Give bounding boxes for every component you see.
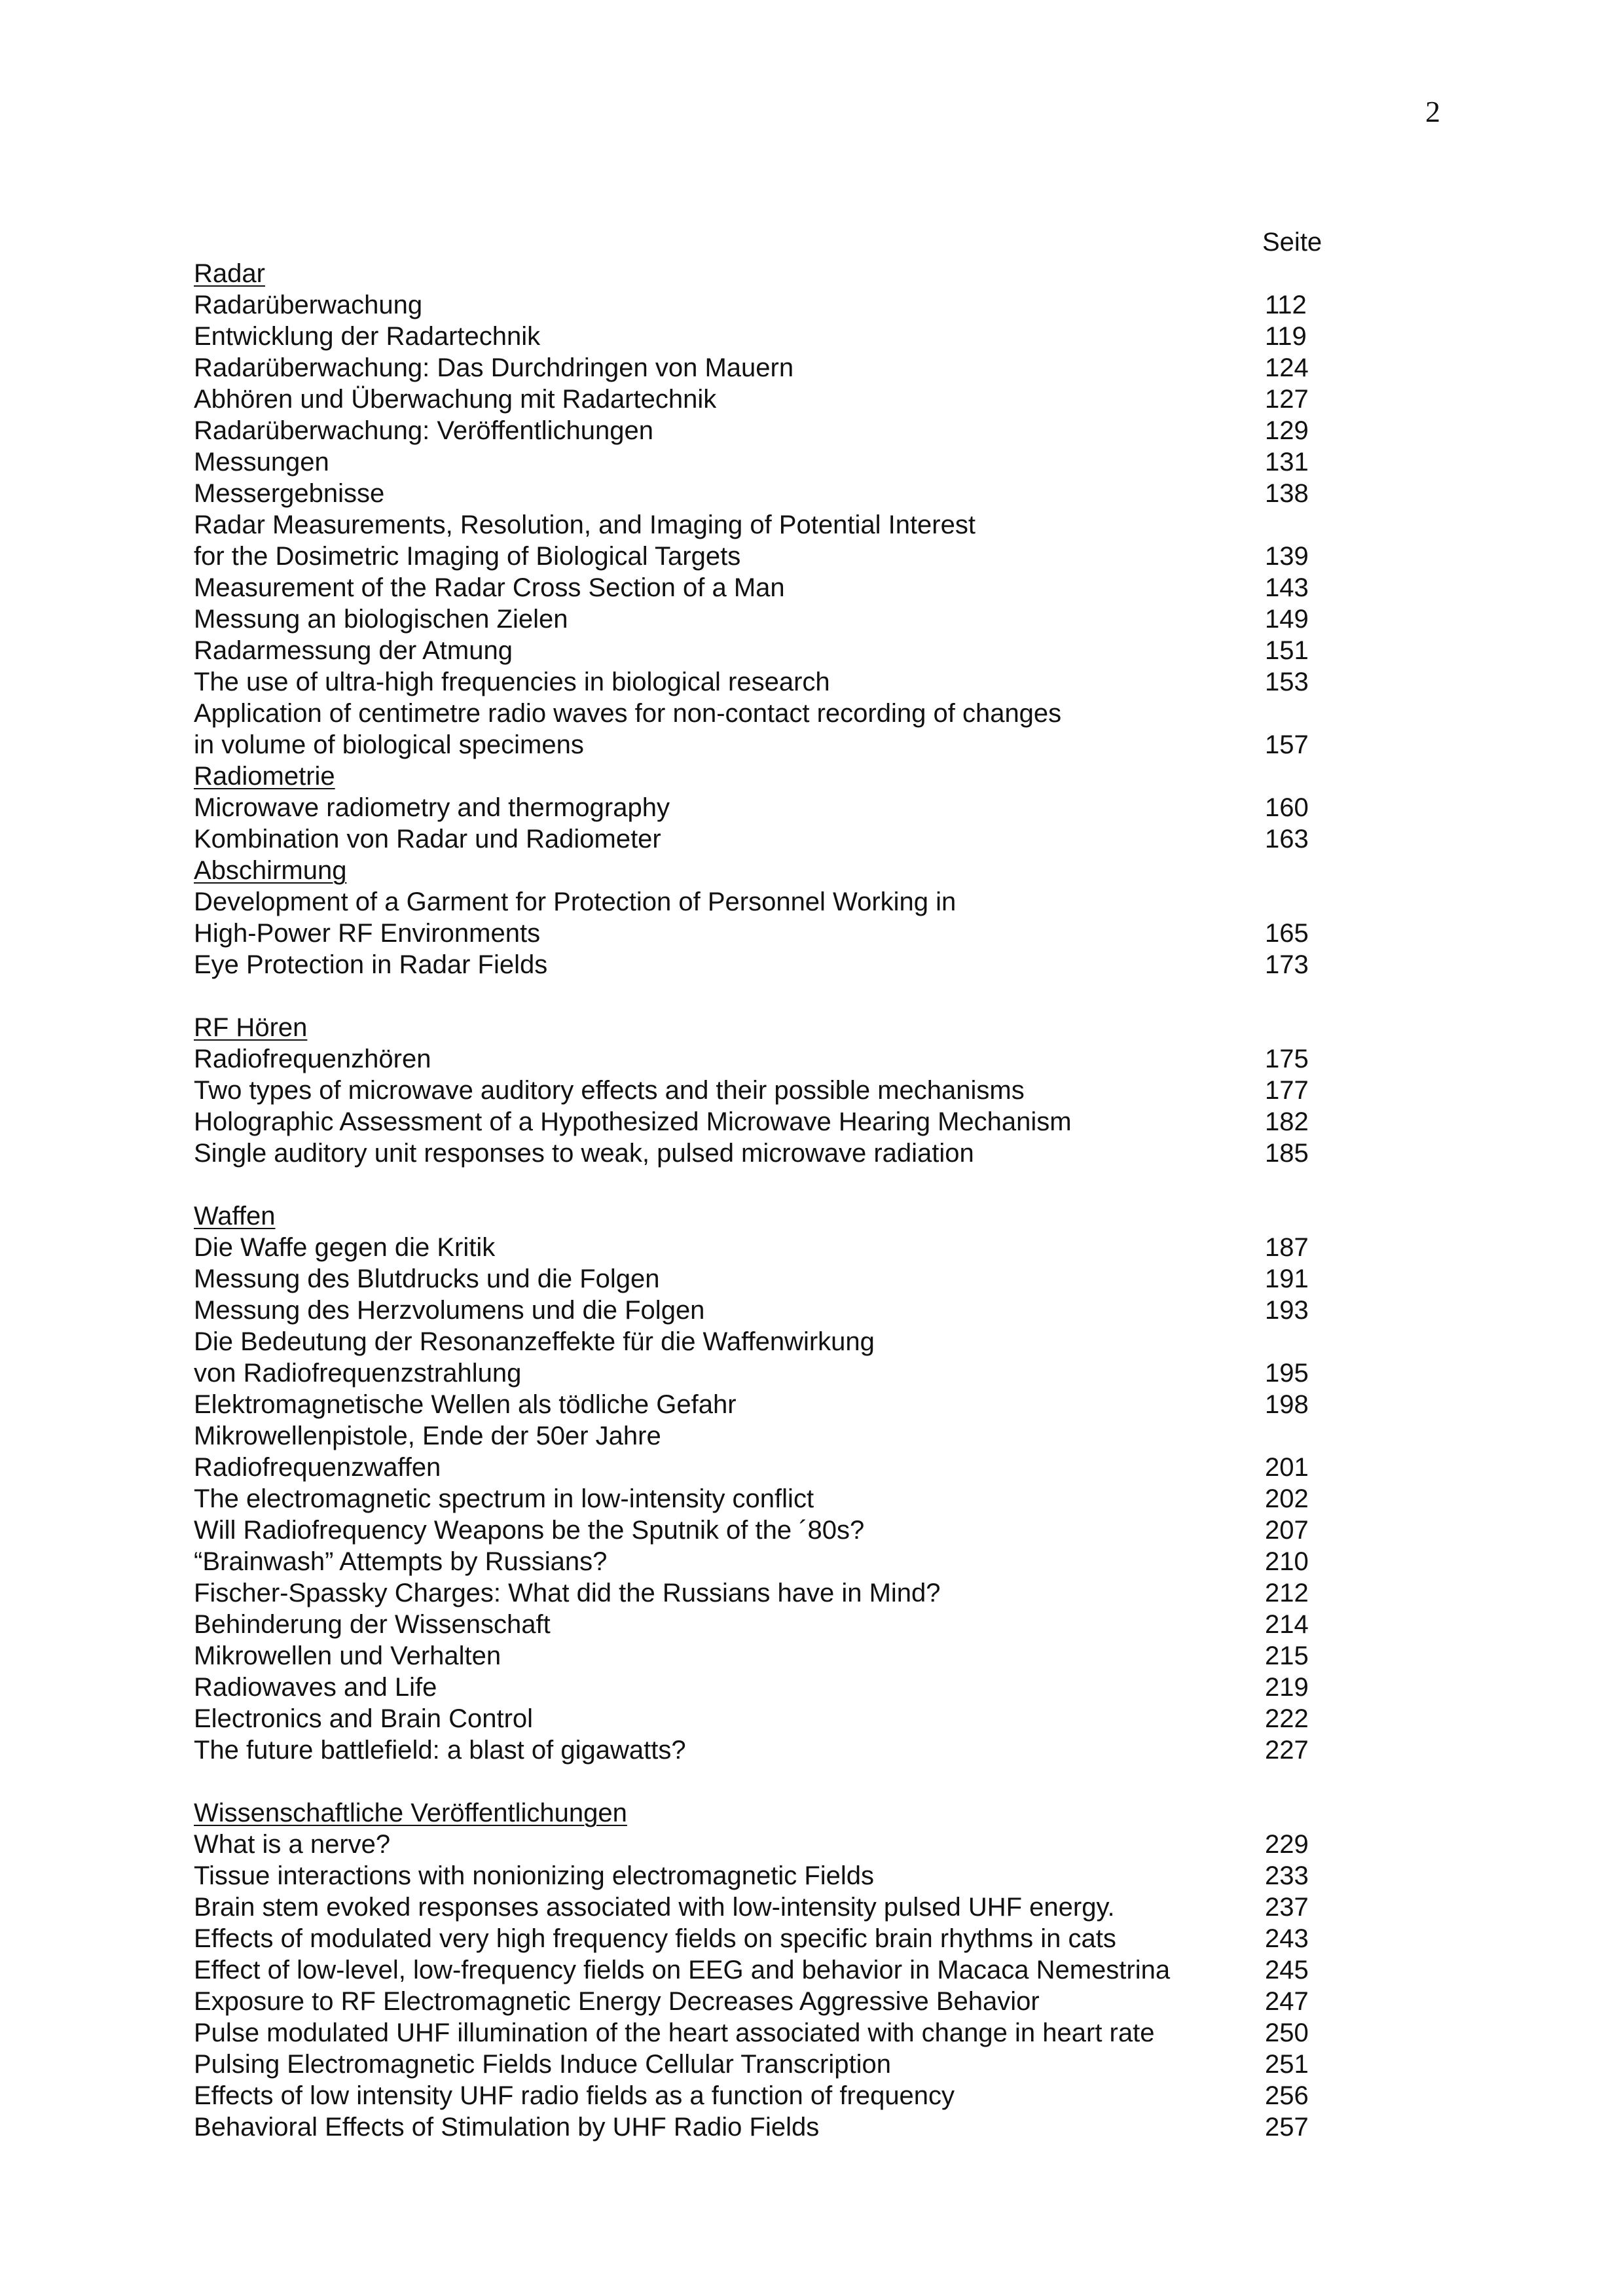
toc-entry [194,1986,1320,2017]
toc-entry [194,729,1320,761]
toc-entry [194,352,1320,384]
section-spacer [194,1169,1320,1200]
entry-page-number: 227 [1265,1736,1309,1765]
entry-page-number: 191 [1265,1265,1309,1293]
entry-title: The future battlefield: a blast of gigawatts? [194,1736,686,1765]
seite-column-header: Seite [1262,228,1322,257]
entry-title: Application of centimetre radio waves for non-contact recording of changes [194,699,1062,728]
entry-title: Radar Measurements, Resolution, and Imaging of Potential Interest [194,511,976,539]
toc-entry [194,1326,1320,1357]
entry-title: Die Bedeutung der Resonanzeffekte für die Waffenwirkung [194,1327,875,1356]
entry-title: Effects of modulated very high frequency fields on specific brain rhythms in cats [194,1924,1116,1953]
toc-entry [194,1577,1320,1609]
entry-page-number: 215 [1265,1641,1309,1670]
toc-section-heading [194,855,1320,886]
entry-title: Radarüberwachung: Das Durchdringen von Mauern [194,353,794,382]
entry-page-number: 175 [1265,1045,1309,1073]
entry-page-number: 222 [1265,1704,1309,1733]
toc-entry [194,321,1320,352]
toc-entry [194,415,1320,446]
entry-page-number: 138 [1265,479,1309,508]
entry-page-number: 129 [1265,416,1309,445]
toc-entry [194,1389,1320,1420]
toc-entry [194,918,1320,949]
toc-entry [194,1892,1320,1923]
toc-entry [194,1515,1320,1546]
entry-page-number: 250 [1265,2018,1309,2047]
entry-page-number: 207 [1265,1516,1309,1545]
entry-page-number: 185 [1265,1139,1309,1168]
toc-entry [194,1954,1320,1986]
entry-title: Effects of low intensity UHF radio fields as a function of frequency [194,2081,955,2110]
toc-entry [194,1295,1320,1326]
entry-title: Pulsing Electromagnetic Fields Induce Cellular Transcription [194,2050,891,2079]
entry-page-number: 112 [1265,291,1307,319]
section-title: Radar [194,259,265,288]
entry-title: Measurement of the Radar Cross Section of a Man [194,573,785,602]
entry-page-number: 219 [1265,1673,1309,1702]
entry-page-number: 127 [1265,385,1309,414]
toc-entry [194,1452,1320,1483]
toc-entry [194,823,1320,855]
entry-page-number: 214 [1265,1610,1309,1639]
toc-entry [194,2017,1320,2049]
entry-page-number: 193 [1265,1296,1309,1325]
toc-section-heading [194,258,1320,289]
entry-title: Mikrowellenpistole, Ende der 50er Jahre [194,1422,661,1450]
entry-title: Mikrowellen und Verhalten [194,1641,501,1670]
toc-entry [194,698,1320,729]
toc-section-heading [194,1797,1320,1829]
toc-entry [194,478,1320,509]
entry-page-number: 201 [1265,1453,1309,1482]
entry-page-number: 257 [1265,2113,1309,2142]
page-number: 2 [1425,95,1440,128]
toc-entry [194,1860,1320,1892]
entry-page-number: 251 [1265,2050,1309,2079]
entry-page-number: 198 [1265,1390,1309,1419]
entry-page-number: 151 [1265,636,1309,665]
entry-title: Eye Protection in Radar Fields [194,950,548,979]
toc-entry [194,1734,1320,1766]
section-title: Waffen [194,1202,276,1230]
toc-entry [194,792,1320,823]
toc-entry [194,509,1320,541]
entry-title: Tissue interactions with nonionizing electromagnetic Fields [194,1861,875,1890]
entry-title: Radiowaves and Life [194,1673,437,1702]
entry-title: Behinderung der Wissenschaft [194,1610,551,1639]
entry-title: Behavioral Effects of Stimulation by UHF Radio Fields [194,2113,820,2142]
entry-page-number: 210 [1265,1547,1309,1576]
entry-title: Radarmessung der Atmung [194,636,513,665]
toc-entry [194,541,1320,572]
entry-title: von Radiofrequenzstrahlung [194,1359,522,1388]
toc-entry [194,384,1320,415]
entry-title: Microwave radiometry and thermography [194,793,670,822]
entry-page-number: 143 [1265,573,1309,602]
entry-page-number: 195 [1265,1359,1309,1388]
toc-section-heading [194,1200,1320,1232]
toc-entry [194,2111,1320,2143]
section-spacer [194,980,1320,1012]
entry-title: Radarüberwachung: Veröffentlichungen [194,416,653,445]
section-spacer [194,1766,1320,1797]
toc-entry [194,1420,1320,1452]
entry-page-number: 160 [1265,793,1309,822]
entry-page-number: 165 [1265,919,1309,948]
entry-page-number: 163 [1265,825,1309,853]
toc-entry [194,603,1320,635]
entry-title: Effect of low-level, low-frequency fields on EEG and behavior in Macaca Nemestrina [194,1956,1171,1984]
entry-title: Single auditory unit responses to weak, pulsed microwave radiation [194,1139,974,1168]
entry-page-number: 182 [1265,1107,1309,1136]
entry-title: High-Power RF Environments [194,919,541,948]
toc-entry [194,2049,1320,2080]
entry-title: Development of a Garment for Protection of Personnel Working in [194,888,957,916]
toc-entry [194,1138,1320,1169]
entry-page-number: 149 [1265,605,1309,634]
toc-entry [194,1483,1320,1515]
section-title: Abschirmung [194,856,347,885]
entry-page-number: 229 [1265,1830,1309,1859]
toc-entry [194,1829,1320,1860]
entry-title: Entwicklung der Radartechnik [194,322,541,351]
entry-title: Abhören und Überwachung mit Radartechnik [194,385,717,414]
entry-page-number: 177 [1265,1076,1309,1105]
toc-entry [194,572,1320,603]
toc-section-heading [194,761,1320,792]
entry-title: in volume of biological specimens [194,730,584,759]
toc-entry [194,2080,1320,2111]
entry-title: Electronics and Brain Control [194,1704,534,1733]
entry-title: Die Waffe gegen die Kritik [194,1233,496,1262]
toc-entry [194,666,1320,698]
entry-title: Two types of microwave auditory effects and their possible mechanisms [194,1076,1025,1105]
entry-title: for the Dosimetric Imaging of Biological Targets [194,542,741,571]
entry-page-number: 245 [1265,1956,1309,1984]
entry-title: Exposure to RF Electromagnetic Energy Decreases Aggressive Behavior [194,1987,1040,2016]
entry-title: The use of ultra-high frequencies in biological research [194,668,830,696]
entry-title: Elektromagnetische Wellen als tödliche Gefahr [194,1390,737,1419]
toc-entry [194,1703,1320,1734]
entry-page-number: 256 [1265,2081,1309,2110]
entry-page-number: 212 [1265,1579,1309,1607]
toc-entry [194,635,1320,666]
entry-page-number: 233 [1265,1861,1309,1890]
table-of-contents [194,258,1320,2143]
entry-title: Radiofrequenzhören [194,1045,431,1073]
entry-page-number: 119 [1265,322,1307,351]
entry-title: Messung des Blutdrucks und die Folgen [194,1265,660,1293]
entry-title: Messungen [194,448,329,476]
entry-title: The electromagnetic spectrum in low-intensity conflict [194,1484,814,1513]
entry-page-number: 202 [1265,1484,1309,1513]
toc-entry [194,446,1320,478]
toc-entry [194,289,1320,321]
entry-title: What is a nerve? [194,1830,391,1859]
entry-title: Radiofrequenzwaffen [194,1453,441,1482]
entry-page-number: 153 [1265,668,1309,696]
entry-title: Kombination von Radar und Radiometer [194,825,661,853]
entry-page-number: 139 [1265,542,1309,571]
toc-entry [194,1357,1320,1389]
section-title: RF Hören [194,1013,308,1042]
toc-entry [194,1923,1320,1954]
toc-entry [194,1546,1320,1577]
toc-section-heading [194,1012,1320,1043]
entry-title: Will Radiofrequency Weapons be the Sputnik of the ´80s? [194,1516,865,1545]
entry-title: Pulse modulated UHF illumination of the heart associated with change in heart rate [194,2018,1155,2047]
toc-entry [194,1043,1320,1075]
entry-page-number: 247 [1265,1987,1309,2016]
toc-entry [194,949,1320,980]
entry-title: Messung des Herzvolumens und die Folgen [194,1296,705,1325]
toc-entry [194,1075,1320,1106]
entry-page-number: 131 [1265,448,1309,476]
entry-title: “Brainwash” Attempts by Russians? [194,1547,608,1576]
entry-title: Radarüberwachung [194,291,423,319]
toc-entry [194,1106,1320,1138]
entry-page-number: 237 [1265,1893,1309,1922]
toc-entry [194,1232,1320,1263]
toc-entry [194,1672,1320,1703]
entry-page-number: 157 [1265,730,1309,759]
section-title: Wissenschaftliche Veröffentlichungen [194,1799,627,1827]
entry-page-number: 124 [1265,353,1309,382]
entry-title: Fischer-Spassky Charges: What did the Russians have in Mind? [194,1579,941,1607]
entry-page-number: 243 [1265,1924,1309,1953]
entry-title: Messung an biologischen Zielen [194,605,568,634]
section-title: Radiometrie [194,762,335,791]
entry-title: Holographic Assessment of a Hypothesized Microwave Hearing Mechanism [194,1107,1072,1136]
toc-entry [194,886,1320,918]
toc-entry [194,1263,1320,1295]
entry-page-number: 173 [1265,950,1309,979]
entry-page-number: 187 [1265,1233,1309,1262]
entry-title: Brain stem evoked responses associated with low-intensity pulsed UHF energy. [194,1893,1115,1922]
toc-entry [194,1640,1320,1672]
toc-entry [194,1609,1320,1640]
entry-title: Messergebnisse [194,479,385,508]
